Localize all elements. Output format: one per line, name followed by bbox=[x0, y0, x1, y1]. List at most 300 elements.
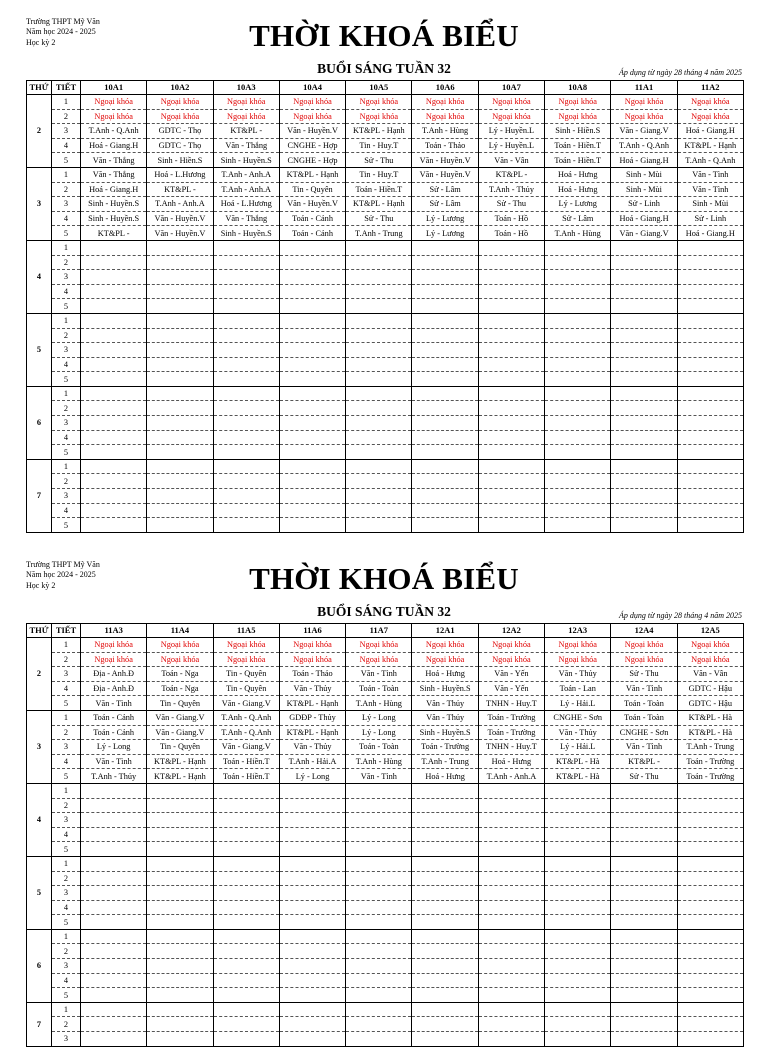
lesson-cell bbox=[677, 900, 743, 915]
lesson-cell bbox=[677, 240, 743, 255]
table-row bbox=[27, 182, 744, 197]
table-row bbox=[27, 255, 744, 270]
lesson-cell bbox=[279, 459, 345, 474]
lesson-cell bbox=[611, 328, 677, 343]
lesson-cell bbox=[478, 299, 544, 314]
lesson-cell: Hoá - Hưng bbox=[412, 667, 478, 682]
header-class: 12A4 bbox=[611, 624, 677, 638]
lesson-cell bbox=[611, 255, 677, 270]
lesson-cell bbox=[478, 871, 544, 886]
lesson-cell: T.Anh - Q.Anh bbox=[213, 710, 279, 725]
header-class: 10A8 bbox=[545, 81, 611, 95]
lesson-cell bbox=[346, 1017, 412, 1032]
lesson-cell bbox=[147, 1017, 213, 1032]
lesson-cell bbox=[213, 489, 279, 504]
lesson-cell bbox=[611, 959, 677, 974]
lesson-cell bbox=[412, 489, 478, 504]
lesson-cell: Văn - Huyền.V bbox=[147, 211, 213, 226]
table-row bbox=[27, 211, 744, 226]
lesson-cell: T.Anh - Anh.A bbox=[478, 769, 544, 784]
lesson-cell bbox=[545, 401, 611, 416]
lesson-cell bbox=[412, 798, 478, 813]
lesson-cell: Toán - Cảnh bbox=[81, 725, 147, 740]
period-number: 2 bbox=[52, 182, 81, 197]
lesson-cell bbox=[147, 842, 213, 857]
lesson-cell: Toán - Toàn bbox=[611, 696, 677, 711]
lesson-cell: Văn - Thắng bbox=[81, 153, 147, 168]
lesson-cell bbox=[279, 328, 345, 343]
lesson-cell bbox=[677, 813, 743, 828]
period-number: 3 bbox=[52, 1032, 81, 1047]
table-row bbox=[27, 900, 744, 915]
table-row bbox=[27, 871, 744, 886]
lesson-cell: T.Anh - Q.Anh bbox=[611, 138, 677, 153]
period-number: 5 bbox=[52, 988, 81, 1003]
lesson-cell bbox=[545, 503, 611, 518]
header-class: 12A3 bbox=[545, 624, 611, 638]
lesson-cell bbox=[81, 1002, 147, 1017]
lesson-cell bbox=[346, 328, 412, 343]
lesson-cell bbox=[346, 900, 412, 915]
lesson-cell bbox=[346, 474, 412, 489]
lesson-cell: Ngoại khóa bbox=[213, 109, 279, 124]
lesson-cell bbox=[677, 871, 743, 886]
lesson-cell bbox=[279, 944, 345, 959]
table-row bbox=[27, 740, 744, 755]
lesson-cell bbox=[279, 1032, 345, 1047]
lesson-cell bbox=[677, 270, 743, 285]
lesson-cell: Sử - Lâm bbox=[412, 197, 478, 212]
lesson-cell: Ngoại khóa bbox=[346, 109, 412, 124]
lesson-cell: Văn - Tình bbox=[81, 754, 147, 769]
lesson-cell: GDĐP - Thủy bbox=[279, 710, 345, 725]
lesson-cell: Tin - Huy.T bbox=[346, 167, 412, 182]
lesson-cell: Ngoại khóa bbox=[279, 652, 345, 667]
lesson-cell bbox=[81, 915, 147, 930]
lesson-cell bbox=[147, 416, 213, 431]
lesson-cell bbox=[545, 416, 611, 431]
lesson-cell bbox=[279, 871, 345, 886]
period-number: 5 bbox=[52, 445, 81, 460]
day-label: 4 bbox=[27, 240, 52, 313]
table-row bbox=[27, 842, 744, 857]
table-row bbox=[27, 299, 744, 314]
lesson-cell bbox=[81, 1032, 147, 1047]
lesson-cell bbox=[611, 1032, 677, 1047]
period-number: 1 bbox=[52, 459, 81, 474]
lesson-cell bbox=[213, 416, 279, 431]
lesson-cell bbox=[279, 343, 345, 358]
lesson-cell: Sử - Lâm bbox=[545, 211, 611, 226]
table-row bbox=[27, 696, 744, 711]
lesson-cell bbox=[611, 503, 677, 518]
lesson-cell bbox=[478, 988, 544, 1003]
lesson-cell: Hoá - L.Hương bbox=[213, 197, 279, 212]
lesson-cell bbox=[478, 270, 544, 285]
lesson-cell bbox=[147, 827, 213, 842]
lesson-cell bbox=[412, 357, 478, 372]
lesson-cell bbox=[81, 474, 147, 489]
lesson-cell: Hoá - Hưng bbox=[412, 769, 478, 784]
period-number: 5 bbox=[52, 518, 81, 533]
lesson-cell: Lý - Lương bbox=[412, 226, 478, 241]
lesson-cell bbox=[545, 856, 611, 871]
period-number: 4 bbox=[52, 827, 81, 842]
lesson-cell bbox=[677, 459, 743, 474]
period-number: 1 bbox=[52, 929, 81, 944]
lesson-cell: Văn - Thắng bbox=[213, 138, 279, 153]
lesson-cell: T.Anh - Hùng bbox=[346, 754, 412, 769]
lesson-cell: KT&PL - Hạnh bbox=[346, 197, 412, 212]
lesson-cell: Sinh - Mùi bbox=[611, 167, 677, 182]
lesson-cell bbox=[346, 240, 412, 255]
lesson-cell: KT&PL - Hạnh bbox=[279, 725, 345, 740]
lesson-cell bbox=[147, 944, 213, 959]
lesson-cell bbox=[478, 401, 544, 416]
period-number: 2 bbox=[52, 652, 81, 667]
lesson-cell: Ngoại khóa bbox=[412, 652, 478, 667]
table-row bbox=[27, 813, 744, 828]
table-row bbox=[27, 754, 744, 769]
lesson-cell: Toán - Lan bbox=[545, 681, 611, 696]
day-label: 3 bbox=[27, 167, 52, 240]
lesson-cell bbox=[677, 284, 743, 299]
lesson-cell bbox=[545, 328, 611, 343]
lesson-cell bbox=[545, 299, 611, 314]
lesson-cell: Ngoại khóa bbox=[147, 109, 213, 124]
lesson-cell bbox=[81, 856, 147, 871]
period-number: 5 bbox=[52, 299, 81, 314]
lesson-cell bbox=[213, 944, 279, 959]
day-label: 2 bbox=[27, 95, 52, 168]
lesson-cell: Tin - Quyên bbox=[213, 681, 279, 696]
lesson-cell bbox=[412, 299, 478, 314]
period-number: 3 bbox=[52, 959, 81, 974]
lesson-cell bbox=[478, 357, 544, 372]
lesson-cell: KT&PL - bbox=[611, 754, 677, 769]
lesson-cell bbox=[677, 372, 743, 387]
lesson-cell bbox=[412, 842, 478, 857]
lesson-cell bbox=[147, 813, 213, 828]
lesson-cell bbox=[81, 299, 147, 314]
lesson-cell: KT&PL - Hạnh bbox=[147, 769, 213, 784]
lesson-cell bbox=[611, 973, 677, 988]
period-number: 2 bbox=[52, 944, 81, 959]
lesson-cell bbox=[677, 798, 743, 813]
lesson-cell: Sinh - Huyền.S bbox=[412, 725, 478, 740]
table-row bbox=[27, 1017, 744, 1032]
lesson-cell: Ngoại khóa bbox=[478, 652, 544, 667]
semester: Học kỳ 2 bbox=[26, 580, 56, 590]
header-tiet: TIẾT bbox=[52, 624, 81, 638]
lesson-cell bbox=[611, 1002, 677, 1017]
table-row bbox=[27, 1002, 744, 1017]
lesson-cell bbox=[412, 915, 478, 930]
lesson-cell: Lý - Huyền.L bbox=[478, 138, 544, 153]
lesson-cell bbox=[611, 416, 677, 431]
lesson-cell: Văn - Giang.V bbox=[147, 710, 213, 725]
table-row bbox=[27, 783, 744, 798]
table-row bbox=[27, 167, 744, 182]
lesson-cell: Văn - Vân bbox=[478, 153, 544, 168]
lesson-cell bbox=[611, 518, 677, 533]
lesson-cell: Văn - Thủy bbox=[412, 710, 478, 725]
period-number: 5 bbox=[52, 769, 81, 784]
lesson-cell: Hoá - Giang.H bbox=[677, 226, 743, 241]
lesson-cell bbox=[147, 255, 213, 270]
lesson-cell bbox=[147, 1032, 213, 1047]
period-number: 2 bbox=[52, 725, 81, 740]
lesson-cell bbox=[346, 1002, 412, 1017]
lesson-cell: T.Anh - Hùng bbox=[346, 696, 412, 711]
lesson-cell bbox=[279, 313, 345, 328]
lesson-cell: Văn - Huyền.V bbox=[412, 167, 478, 182]
lesson-cell bbox=[279, 372, 345, 387]
lesson-cell bbox=[279, 518, 345, 533]
period-number: 4 bbox=[52, 357, 81, 372]
lesson-cell bbox=[545, 944, 611, 959]
lesson-cell: Toán - Hiền.T bbox=[346, 182, 412, 197]
lesson-cell bbox=[545, 474, 611, 489]
lesson-cell: Sử - Thu bbox=[611, 667, 677, 682]
table-row bbox=[27, 769, 744, 784]
lesson-cell bbox=[346, 871, 412, 886]
lesson-cell: Hoá - Giang.H bbox=[677, 124, 743, 139]
period-number: 2 bbox=[52, 255, 81, 270]
school-year: Năm học 2024 - 2025 bbox=[26, 27, 96, 37]
lesson-cell bbox=[279, 284, 345, 299]
lesson-cell: Ngoại khóa bbox=[611, 638, 677, 653]
period-number: 5 bbox=[52, 696, 81, 711]
lesson-cell: Sinh - Hiền.S bbox=[147, 153, 213, 168]
header-row bbox=[27, 624, 744, 638]
lesson-cell bbox=[478, 813, 544, 828]
lesson-cell bbox=[81, 240, 147, 255]
lesson-cell bbox=[346, 503, 412, 518]
lesson-cell bbox=[611, 827, 677, 842]
lesson-cell bbox=[279, 973, 345, 988]
lesson-cell bbox=[545, 518, 611, 533]
lesson-cell: KT&PL - Hạnh bbox=[279, 696, 345, 711]
lesson-cell: KT&PL - Hạnh bbox=[279, 167, 345, 182]
lesson-cell: Toán - Trường bbox=[478, 725, 544, 740]
lesson-cell bbox=[81, 929, 147, 944]
table-row bbox=[27, 138, 744, 153]
lesson-cell bbox=[147, 1002, 213, 1017]
table-row bbox=[27, 153, 744, 168]
lesson-cell bbox=[279, 856, 345, 871]
period-number: 2 bbox=[52, 109, 81, 124]
lesson-cell: KT&PL - bbox=[213, 124, 279, 139]
lesson-cell bbox=[213, 328, 279, 343]
lesson-cell bbox=[611, 474, 677, 489]
lesson-cell: T.Anh - Hùng bbox=[545, 226, 611, 241]
lesson-cell bbox=[147, 343, 213, 358]
period-number: 1 bbox=[52, 386, 81, 401]
lesson-cell: Toán - Hiền.T bbox=[213, 754, 279, 769]
lesson-cell bbox=[81, 357, 147, 372]
lesson-cell: Sử - Linh bbox=[677, 211, 743, 226]
header-class: 11A6 bbox=[279, 624, 345, 638]
lesson-cell: Toán - Cảnh bbox=[279, 211, 345, 226]
lesson-cell bbox=[545, 284, 611, 299]
page-title: THỜI KHOÁ BIỂU bbox=[249, 18, 519, 53]
lesson-cell: Văn - Tình bbox=[81, 696, 147, 711]
lesson-cell bbox=[346, 313, 412, 328]
table-row bbox=[27, 284, 744, 299]
lesson-cell bbox=[611, 900, 677, 915]
period-number: 5 bbox=[52, 153, 81, 168]
lesson-cell bbox=[213, 459, 279, 474]
day-label: 2 bbox=[27, 638, 52, 711]
lesson-cell bbox=[545, 783, 611, 798]
lesson-cell: KT&PL - bbox=[478, 167, 544, 182]
lesson-cell bbox=[81, 445, 147, 460]
lesson-cell: Ngoại khóa bbox=[81, 95, 147, 110]
lesson-cell bbox=[279, 474, 345, 489]
lesson-cell bbox=[545, 827, 611, 842]
lesson-cell bbox=[412, 973, 478, 988]
period-number: 5 bbox=[52, 915, 81, 930]
lesson-cell bbox=[412, 827, 478, 842]
lesson-cell bbox=[81, 459, 147, 474]
lesson-cell: Văn - Huyền.V bbox=[147, 226, 213, 241]
lesson-cell bbox=[545, 988, 611, 1003]
table-row bbox=[27, 886, 744, 901]
lesson-cell bbox=[611, 357, 677, 372]
lesson-cell bbox=[279, 1002, 345, 1017]
lesson-cell bbox=[81, 401, 147, 416]
lesson-cell bbox=[147, 299, 213, 314]
lesson-cell: KT&PL - Hà bbox=[545, 769, 611, 784]
lesson-cell bbox=[346, 284, 412, 299]
lesson-cell bbox=[81, 328, 147, 343]
lesson-cell: T.Anh - Q.Anh bbox=[213, 725, 279, 740]
lesson-cell: Lý - Lương bbox=[412, 211, 478, 226]
lesson-cell bbox=[611, 944, 677, 959]
lesson-cell bbox=[677, 386, 743, 401]
lesson-cell bbox=[346, 416, 412, 431]
lesson-cell: CNGHE - Hợp bbox=[279, 153, 345, 168]
lesson-cell bbox=[213, 343, 279, 358]
lesson-cell: CNGHE - Sơn bbox=[611, 725, 677, 740]
period-number: 1 bbox=[52, 240, 81, 255]
lesson-cell: Ngoại khóa bbox=[213, 652, 279, 667]
lesson-cell bbox=[677, 489, 743, 504]
lesson-cell bbox=[81, 416, 147, 431]
period-number: 4 bbox=[52, 503, 81, 518]
lesson-cell bbox=[677, 944, 743, 959]
lesson-cell bbox=[346, 445, 412, 460]
lesson-cell bbox=[213, 1017, 279, 1032]
lesson-cell bbox=[611, 343, 677, 358]
table-row bbox=[27, 681, 744, 696]
lesson-cell bbox=[478, 489, 544, 504]
period-number: 3 bbox=[52, 813, 81, 828]
lesson-cell bbox=[545, 886, 611, 901]
lesson-cell: Toán - Hiền.T bbox=[213, 769, 279, 784]
lesson-cell: Văn - Huyền.V bbox=[412, 153, 478, 168]
lesson-cell bbox=[545, 313, 611, 328]
lesson-cell: Sinh - Huyền.S bbox=[213, 226, 279, 241]
lesson-cell bbox=[81, 900, 147, 915]
lesson-cell bbox=[81, 944, 147, 959]
table-row bbox=[27, 667, 744, 682]
table-row bbox=[27, 459, 744, 474]
lesson-cell bbox=[279, 299, 345, 314]
lesson-cell: Văn - Vân bbox=[677, 667, 743, 682]
lesson-cell bbox=[677, 474, 743, 489]
lesson-cell: Lý - Hải.L bbox=[545, 740, 611, 755]
table-row bbox=[27, 827, 744, 842]
lesson-cell: KT&PL - Hà bbox=[677, 710, 743, 725]
lesson-cell bbox=[412, 313, 478, 328]
period-number: 4 bbox=[52, 138, 81, 153]
lesson-cell: Tin - Quyên bbox=[213, 667, 279, 682]
page-title: THỜI KHOÁ BIỂU bbox=[249, 561, 519, 596]
table-row bbox=[27, 988, 744, 1003]
header-row bbox=[27, 81, 744, 95]
table-row bbox=[27, 313, 744, 328]
lesson-cell: Văn - Tình bbox=[346, 769, 412, 784]
lesson-cell bbox=[147, 973, 213, 988]
lesson-cell: Sử - Thu bbox=[346, 211, 412, 226]
lesson-cell bbox=[545, 798, 611, 813]
lesson-cell bbox=[346, 357, 412, 372]
table-row bbox=[27, 270, 744, 285]
lesson-cell: Ngoại khóa bbox=[279, 95, 345, 110]
lesson-cell: Ngoại khóa bbox=[279, 109, 345, 124]
period-number: 3 bbox=[52, 416, 81, 431]
lesson-cell bbox=[213, 1032, 279, 1047]
period-number: 4 bbox=[52, 681, 81, 696]
lesson-cell bbox=[279, 357, 345, 372]
lesson-cell: Ngoại khóa bbox=[81, 109, 147, 124]
period-number: 5 bbox=[52, 372, 81, 387]
table-row bbox=[27, 652, 744, 667]
lesson-cell bbox=[478, 459, 544, 474]
lesson-cell bbox=[412, 871, 478, 886]
lesson-cell bbox=[611, 372, 677, 387]
lesson-cell bbox=[611, 783, 677, 798]
lesson-cell bbox=[677, 988, 743, 1003]
lesson-cell: T.Anh - Hải.A bbox=[279, 754, 345, 769]
lesson-cell bbox=[545, 900, 611, 915]
day-label: 4 bbox=[27, 783, 52, 856]
lesson-cell bbox=[677, 299, 743, 314]
lesson-cell bbox=[81, 372, 147, 387]
lesson-cell bbox=[478, 959, 544, 974]
table-row bbox=[27, 856, 744, 871]
lesson-cell bbox=[545, 445, 611, 460]
lesson-cell: Ngoại khóa bbox=[346, 95, 412, 110]
period-number: 1 bbox=[52, 783, 81, 798]
lesson-cell bbox=[677, 973, 743, 988]
lesson-cell bbox=[478, 474, 544, 489]
day-label: 5 bbox=[27, 856, 52, 929]
lesson-cell: GDTC - Thọ bbox=[147, 124, 213, 139]
lesson-cell bbox=[147, 284, 213, 299]
period-number: 3 bbox=[52, 197, 81, 212]
lesson-cell bbox=[545, 871, 611, 886]
lesson-cell bbox=[213, 886, 279, 901]
table-row bbox=[27, 197, 744, 212]
lesson-cell: KT&PL - bbox=[81, 226, 147, 241]
period-number: 4 bbox=[52, 430, 81, 445]
lesson-cell bbox=[412, 474, 478, 489]
lesson-cell: Ngoại khóa bbox=[412, 95, 478, 110]
lesson-cell bbox=[412, 503, 478, 518]
